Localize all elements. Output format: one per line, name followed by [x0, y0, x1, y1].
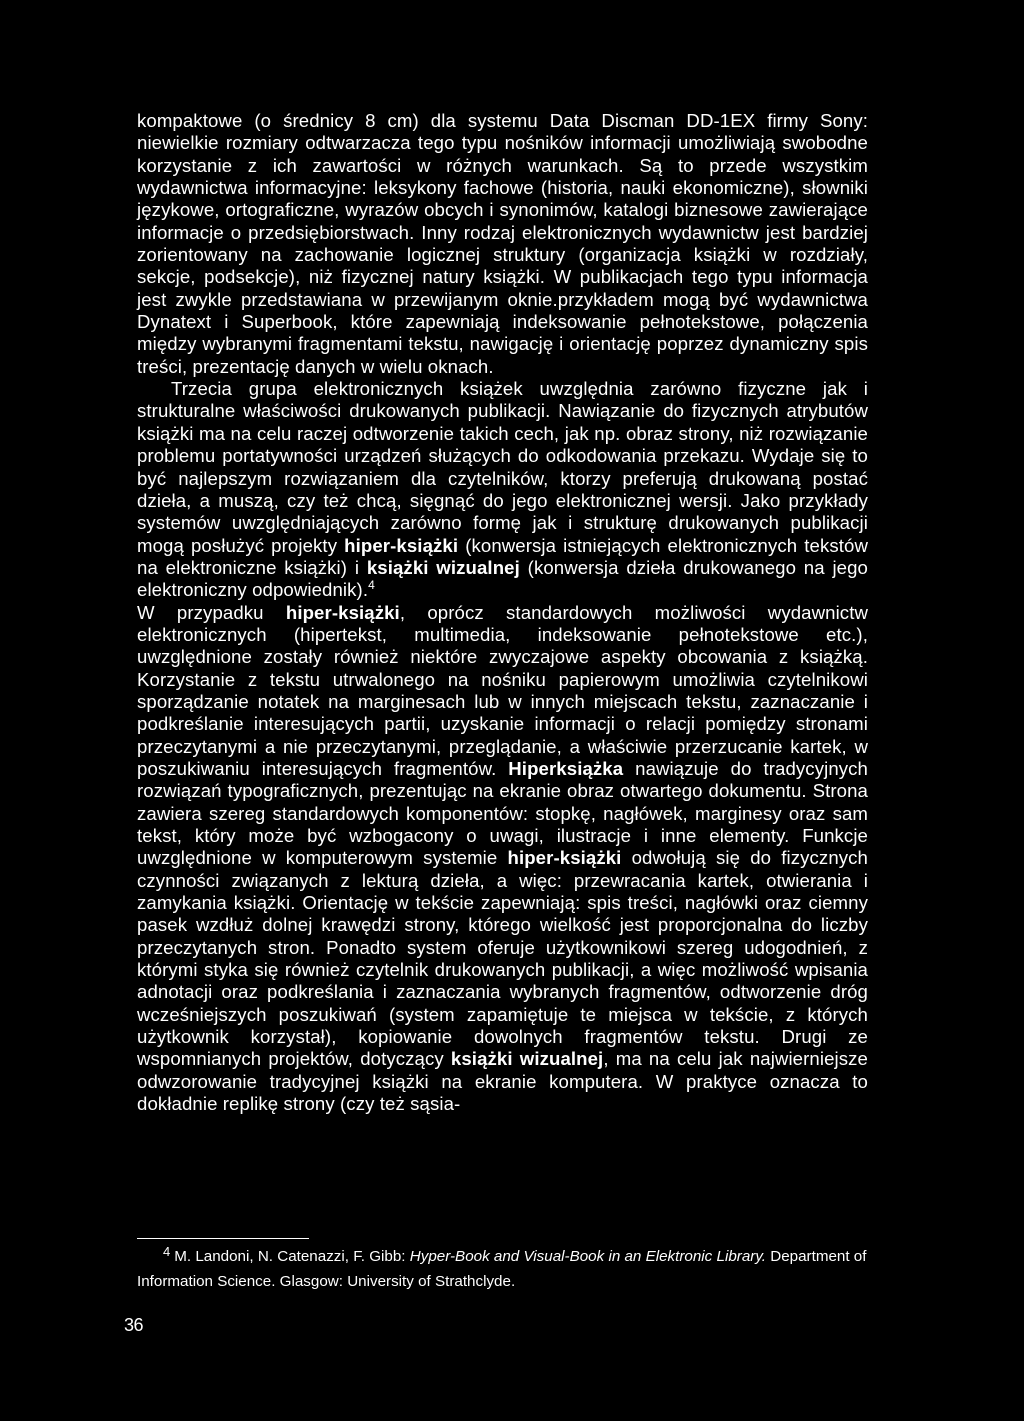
footnote: [137, 1244, 872, 1294]
paragraph-1: kompaktowe (o średnicy 8 cm) dla systemu Data Discman DD-1EX firmy Sony: niewielkie rozmiary odtwarzacza tego typu nośników informacji umożliwiają swobodne korzystanie z ich zawartości w różnych warunkach. Są to przede wszystkim wydawnictwa informacyjne: leksykony fachowe (historia, nauki ekonomiczne), słowniki językowe, ortograficzne, wyrazów obcych i synonimów, katalogi biznesowe zawierające informacje o przedsiębiorstwach. Inny rodzaj elektronicznych wydawnictw jest bardziej zorientowany na zachowanie logicznej struktury (organizacja książki w rozdziały, sekcje, podsekcje), niż fizycznej natury książki. W publikacjach tego typu informacja jest zwykle przedstawiana w przewijanym oknie.przykładem mogą być wydawnictwa Dynatext i Superbook, które zapewniają indeksowanie pełnotekstowe, połączenia między wybranymi fragmentami tekstu, nawigację i orientację poprzez dynamiczny spis treści, prezentację danych w wielu oknach.: [137, 110, 868, 377]
footnote-number: 4: [163, 1244, 171, 1259]
paragraph-3: W przypadku hiper-książki, oprócz standardowych możliwości wydawnictw elektronicznych (hipertekst, multimedia, indeksowanie pełnotekstowe etc.), uwzględnione zostały również niektóre zwyczajowe aspekty obcowania z książką. Korzystanie z tekstu utrwalonego na nośniku papierowym umożliwia czytelnikowi sporządzanie notatek na marginesach lub w innych miejscach tekstu, zaznaczanie i podkreślanie interesujących partii, uzyskanie informacji o relacji pomiędzy stronami przeczytanymi a nie przeczytanymi, przeglądanie, a właściwie przerzucanie kartek, w poszukiwaniu interesujących fragmentów. Hiperksiążka nawiązuje do tradycyjnych rozwiązań typograficznych, prezentując na ekranie obraz otwartego dokumentu. Strona zawiera szereg standardowych komponentów: stopkę, nagłówek, marginesy oraz sam tekst, który może być wzbogacony o uwagi, ilustracje i inne elementy. Funkcje uwzględnione w komputerowym systemie hiper-książki odwołują się do fizycznych czynności związanych z lekturą dzieła, a więc: przewracania kartek, otwierania i zamykania książki. Orientację w tekście zapewniają: spis treści, nagłówki oraz ciemny pasek wzdłuż dolnej krawędzi strony, którego wielkość jest proporcjonalna do liczby przeczytanych stron. Ponadto system oferuje użytkownikowi szereg udogodnień, z którymi styka się również czytelnik drukowanych publikacji, a więc możliwość wpisania adnotacji oraz podkreślania i zaznaczania wybranych fragmentów, odtworzenie dróg wcześniejszych poszukiwań (system zapamiętuje te miejsca w tekście, z których użytkownik korzystał), kopiowanie dowolnych fragmentów tekstu. Drugi ze wspomnianych projektów, dotyczący książki wizualnej, ma na celu jak najwierniejsze odwzorowanie tradycyjnej książki na ekranie komputera. W praktyce oznacza to dokładnie replikę strony (czy też sąsia-: [137, 601, 869, 1115]
paragraph-2: Trzecia grupa elektronicznych książek uwzględnia zarówno fizyczne jak i strukturalne właściwości drukowanych publikacji. Nawiązanie do fizycznych atrybutów książki ma na celu raczej odtworzenie takich cech, jak np. obraz strony, niż rozwiązanie problemu portatywności urządzeń służących do odkodowania przekazu. Wydaje się to być najlepszym rozwiązaniem dla czytelników, ktorzy preferują drukowaną postać dzieła, a muszą, czy też chcą, sięgnąć do jego elektronicznej wersji. Jako przykłady systemów uwzględniających zarówno formę jak i strukturę drukowanych publikacji mogą posłużyć projekty hiper-książki (konwersja istniejących elektronicznych tekstów na elektroniczne książki) i książki wizualnej (konwersja dzieła drukowanego na jego elektroniczny odpowiednik).$^4$: [137, 378, 868, 601]
page-number: 36: [124, 1315, 144, 1335]
footnote-title: Hyper-Book and Visual-Book in an Elektronic Library.: [409, 1248, 767, 1265]
footnote-marker: 4: [368, 578, 375, 593]
term-hiperksiazka: Hiperksiążka: [508, 757, 624, 779]
footnote-publisher: Department of Information Science. Glasgow: University of Strathclyde.: [137, 1248, 867, 1290]
main-text: [137, 110, 868, 1115]
footnote-authors: M. Landoni, N. Catenazzi, F. Gibb:: [174, 1248, 410, 1265]
term-hiper-ksiazki: hiper-książki: [507, 847, 622, 869]
term-ksiazki-wizualnej: książki wizualnej: [450, 1048, 604, 1070]
footnote-divider: [137, 1238, 309, 1239]
term-hiper-ksiazki: hiper-książki: [344, 534, 459, 556]
term-ksiazki-wizualnej: książki wizualnej: [366, 556, 520, 578]
term-hiper-ksiazki: hiper-książki: [285, 601, 400, 623]
